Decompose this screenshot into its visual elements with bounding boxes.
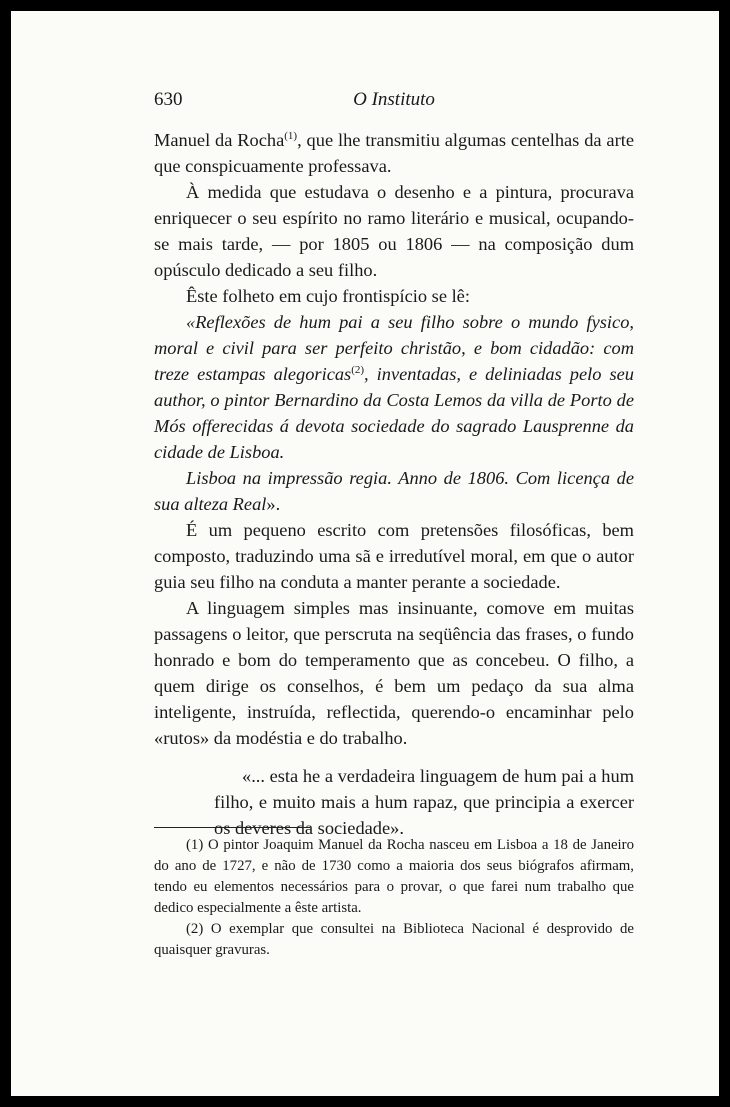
footnote-ref-1: (1) — [284, 129, 298, 142]
running-title: O Instituto — [353, 89, 435, 110]
p4-text-b: , inventadas, e deliniadas pelo seu author, o pintor Bernardino da Costa Lemos da villa de Porto de Mós offerecidas á devota sociedade do sagrado Lausprenne da cidade de Lisboa. — [154, 364, 635, 462]
footnote-1-marker: (1) — [186, 837, 204, 853]
paragraph-7: A linguagem simples mas insinuante, comove em muitas passagens o leitor, que perscruta na seqüência das frases, o fundo honrado e bom do temperamento que as concebeu. O filho, a quem dirige os conselhos, é bem um pedaço da sua alma inteligente, instruída, reflectida, querendo-o encaminhar pelo «rutos» da modéstia e do trabalho. — [154, 598, 634, 748]
p5-text-b: ». — [266, 494, 281, 514]
footnote-1-text: O pintor Joaquim Manuel da Rocha nasceu em Lisboa a 18 de Janeiro do ano de 1727, e não de 1730 como a maioria dos seus biógrafos afirmam, tendo eu elementos necessários para o provar, o que farei num trabalho que dedico especialmente a êste artista. — [154, 837, 634, 916]
footnote-1 — [154, 835, 634, 919]
footnote-2-text: O exemplar que consultei na Biblioteca Nacional é desprovido de quaisquer gravuras. — [154, 921, 634, 958]
p1-text-a: Manuel da Rocha — [154, 130, 285, 150]
footnote-2 — [154, 919, 634, 961]
book-title-quote — [154, 309, 634, 465]
footnotes — [154, 835, 634, 961]
scanned-page — [11, 11, 719, 1096]
p1-text-b: , que lhe transmitiu algumas centelhas da arte que conspicuamente professava. — [154, 130, 634, 176]
paragraph-2: À medida que estudava o desenho e a pintura, procurava enriquecer o seu espírito no ramo literário e musical, ocupando-se mais tarde, — por 1805 ou 1806 — na composição dum opúsculo dedicado a seu filho. — [154, 182, 634, 280]
page-number: 630 — [154, 89, 183, 110]
paragraph-3: Êste folheto em cujo frontispício se lê: — [186, 286, 470, 306]
footnote-2-marker: (2) — [186, 921, 204, 937]
body-text — [154, 127, 634, 841]
p5-text-a: Lisboa na impressão regia. Anno de 1806. Com licença de sua alteza Real — [154, 468, 634, 514]
p4-text-a: «Reflexões de hum pai a seu filho sobre o mundo fysico, moral e civil para ser perfeito christão, e bom cidadão: com treze estampas alegoricas — [154, 312, 634, 384]
paragraph-6: É um pequeno escrito com pretensões filosóficas, bem composto, traduzindo uma sã e irredutível moral, em que o autor guia seu filho na conduta a manter perante a sociedade. — [154, 520, 634, 592]
imprint-line — [154, 465, 634, 517]
closing-quote: «... esta he a verdadeira linguagem de hum pai a hum filho, e muito mais a hum rapaz, que principia a exercer os deveres da sociedade». — [214, 766, 634, 838]
paragraph-1 — [154, 127, 634, 179]
page-header — [154, 89, 634, 117]
footnote-ref-2: (2) — [351, 363, 365, 376]
footnote-divider — [154, 827, 310, 828]
